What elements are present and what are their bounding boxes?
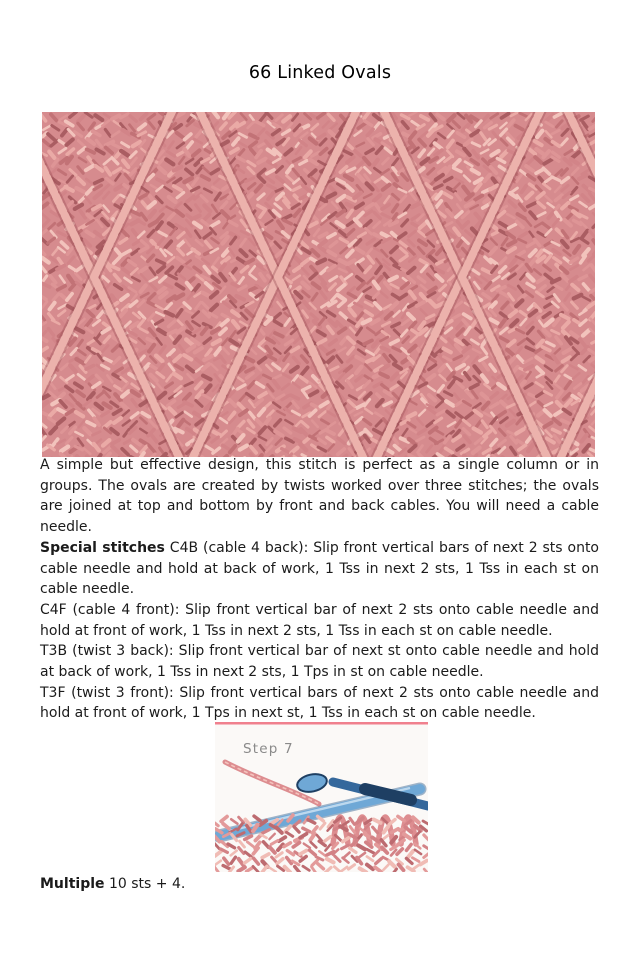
step-7-photo-card: [215, 722, 428, 872]
c4f-paragraph: [40, 600, 599, 641]
stitch-swatch-photo: [42, 112, 595, 457]
multiple-value: 10 sts + 4.: [108, 876, 186, 892]
t3f-paragraph: [40, 683, 599, 724]
step-label: Step 7: [243, 741, 294, 757]
special-stitches-label: Special stitches: [40, 539, 165, 556]
step-7-photo: [215, 722, 428, 872]
stitch-swatch-image: [42, 112, 595, 457]
c4f-definition: C4F (cable 4 front): Slip front vertical bar of next 2 sts onto cable needle and hold at front of work, 1 Tss in next 2 sts, 1 Tss in each st on cable needle.: [40, 601, 599, 639]
t3f-definition: T3F (twist 3 front): Slip front vertical bars of next 2 sts onto cable needle and hold at front of work, 1 Tps in next st, 1 Tss in each st on cable needle.: [40, 684, 599, 722]
multiple-line: [40, 874, 185, 894]
t3b-paragraph: [40, 641, 599, 682]
pattern-description: [40, 455, 599, 724]
intro-paragraph: [40, 455, 599, 538]
special-stitches-paragraph: [40, 538, 599, 600]
t3b-definition: T3B (twist 3 back): Slip front vertical bar of next st onto cable needle and hold at back of work, 1 Tss in next 2 sts, 1 Tps in st on cable needle.: [40, 643, 599, 681]
intro-text: A simple but effective design, this stitch is perfect as a single column or in groups. The ovals are created by twists worked over three stitches; the ovals are joined at top and bottom by front and back cables. You will need a cable needle.: [40, 457, 599, 536]
multiple-label: Multiple: [40, 876, 105, 892]
page-title: 66 Linked Ovals: [248, 63, 392, 83]
c4b-definition: C4B (cable 4 back): Slip front vertical bars of next 2 sts onto cable needle and hold at back of work, 1 Tss in next 2 sts, 1 Tss in each st on cable needle.: [40, 539, 599, 598]
